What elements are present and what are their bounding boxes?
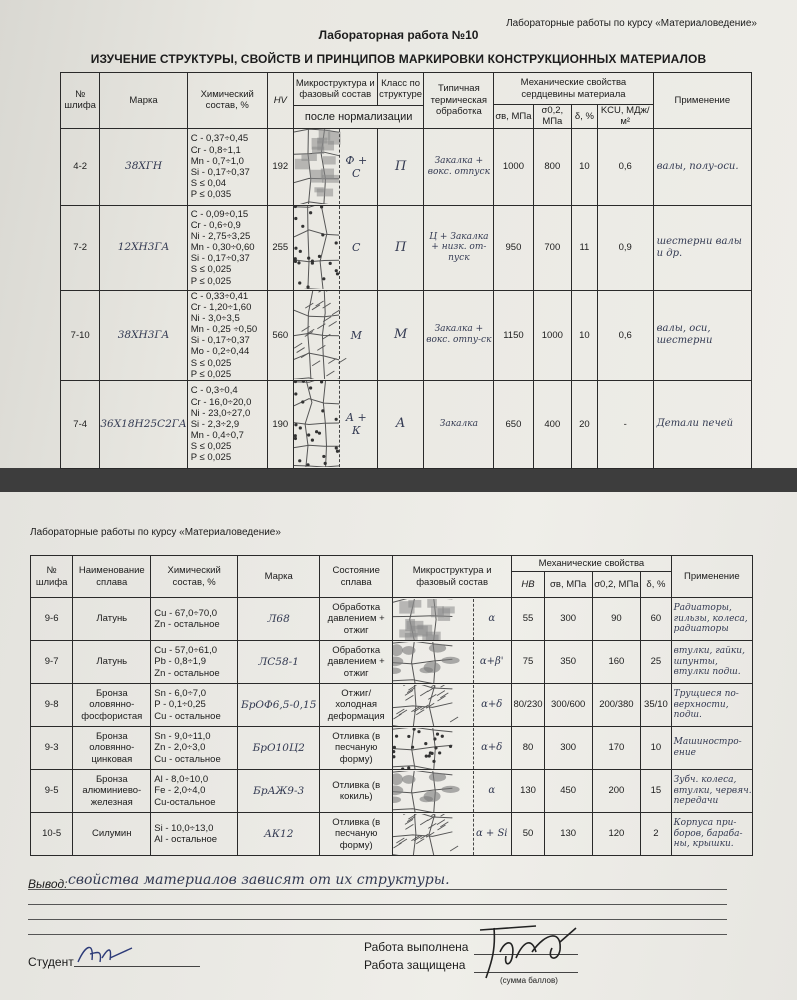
col2-num: № шлифа <box>31 556 73 598</box>
col2-mech-group: Механические свойства <box>512 556 671 572</box>
cell-hb: 75 <box>512 641 545 684</box>
course-header: Лабораторные работы по курсу «Материаловедение» <box>506 18 757 29</box>
cell-sigma-b: 950 <box>494 205 533 290</box>
cell-kcu: 0,9 <box>597 205 653 290</box>
col2-mark: Марка <box>238 556 320 598</box>
table-row <box>31 813 753 856</box>
defended-label: Работа защищена <box>364 958 466 972</box>
phase-label: α + Si <box>473 814 509 855</box>
steel-table <box>60 72 752 469</box>
col-class: Класс по структуре <box>377 73 424 106</box>
col2-micro: Микроструктура и фазовый состав <box>393 556 512 598</box>
col-mark: Марка <box>100 73 187 129</box>
cell-mark: АК12 <box>238 813 320 856</box>
cell-name: Бронза алюминиево-железная <box>73 770 151 813</box>
table-row <box>31 598 753 641</box>
sum-label: (сумма баллов) <box>500 976 558 985</box>
cell-num: 9-7 <box>31 641 73 684</box>
cell-sigma-02: 200/380 <box>592 684 641 727</box>
cell-chem: Cu - 57,0÷61,0 Pb - 0,8÷1,9 Zn - остальное <box>151 641 238 684</box>
microstructure-sketch <box>293 380 377 468</box>
cell-kcu: - <box>597 380 653 468</box>
col2-name: Наименование сплава <box>73 556 151 598</box>
col2-hb: HB <box>512 572 545 598</box>
cell-hv: 560 <box>267 290 293 380</box>
microstructure-sketch <box>393 598 512 641</box>
cell-mark: 38ХГН <box>100 128 187 205</box>
col-micro: Микроструктура и фазовый состав <box>293 73 377 106</box>
cell-sigma-b: 350 <box>544 641 592 684</box>
cell-sigma-02: 200 <box>592 770 641 813</box>
cell-num: 9-5 <box>31 770 73 813</box>
cell-num: 9-6 <box>31 598 73 641</box>
cell-chem: C - 0,09÷0,15 Cr - 0,6÷0,9 Ni - 2,75÷3,25 Mn - 0,30÷0,60 Si - 0,17÷0,37 S ≤ 0,025 P ≤ 0,025 <box>187 205 267 290</box>
microstructure-sketch <box>293 205 377 290</box>
microstructure-sketch <box>393 641 512 684</box>
cell-application: втулки, гайки, шпунты, втулки подш. <box>671 641 752 684</box>
cell-chem: C - 0,33÷0,41 Cr - 1,20÷1,60 Ni - 3,0÷3,5 Mn - 0,25 ÷0,50 Si - 0,17÷0,37 Mo - 0,2÷0,44 S ≤ 0,025 P ≤ 0,025 <box>187 290 267 380</box>
cell-delta: 20 <box>572 380 598 468</box>
cell-heat: Закалка <box>424 380 494 468</box>
cell-sigma-b: 1000 <box>494 128 533 205</box>
table-row <box>31 684 753 727</box>
phase-label: А + К <box>339 381 373 467</box>
table-row <box>61 205 752 290</box>
cell-application: Корпуса при-боров, бараба-ны, крышки. <box>671 813 752 856</box>
cell-state: Отжиг/ холодная деформация <box>320 684 393 727</box>
cell-sigma-b: 650 <box>494 380 533 468</box>
cell-chem: C - 0,3÷0,4 Cr - 16,0÷20,0 Ni - 23,0÷27,0 Si - 2,3÷2,9 Mn - 0,4÷0,7 S ≤ 0,025 P ≤ 0,025 <box>187 380 267 468</box>
col2-application: Применение <box>671 556 752 598</box>
col-sigma-02: σ0,2, МПа <box>533 105 571 129</box>
cell-delta: 10 <box>572 128 598 205</box>
microstructure-sketch <box>393 727 512 770</box>
cell-struct-class: М <box>377 290 424 380</box>
cell-kcu: 0,6 <box>597 290 653 380</box>
cell-num: 7-4 <box>61 380 100 468</box>
col2-delta: δ, % <box>641 572 671 598</box>
cell-hb: 80/230 <box>512 684 545 727</box>
cell-application: валы, полу-оси. <box>653 128 751 205</box>
cell-sigma-02: 160 <box>592 641 641 684</box>
microstructure-sketch <box>393 813 512 856</box>
col-heat: Типичная термическая обработка <box>424 73 494 129</box>
cell-heat: Ц + Закалка + низк. от-пуск <box>424 205 494 290</box>
cell-application: Детали печей <box>653 380 751 468</box>
cell-heat: Закалка + вокс. отпу-ск <box>424 290 494 380</box>
cell-delta: 15 <box>641 770 671 813</box>
cell-sigma-02: 400 <box>533 380 571 468</box>
microstructure-sketch <box>393 684 512 727</box>
cell-application: валы, оси, шестерни <box>653 290 751 380</box>
cell-application: Радиаторы, гильзы, колеса, радиаторы <box>671 598 752 641</box>
cell-struct-class: А <box>377 380 424 468</box>
alloy-table <box>30 555 753 856</box>
cell-hv: 190 <box>267 380 293 468</box>
microstructure-sketch <box>393 770 512 813</box>
col-hv: HV <box>267 73 293 129</box>
cell-mark: ЛС58-1 <box>238 641 320 684</box>
cell-sigma-b: 450 <box>544 770 592 813</box>
cell-sigma-b: 300 <box>544 598 592 641</box>
cell-sigma-02: 170 <box>592 727 641 770</box>
main-title: ИЗУЧЕНИЕ СТРУКТУРЫ, СВОЙСТВ И ПРИНЦИПОВ МАРКИРОВКИ КОНСТРУКЦИОННЫХ МАТЕРИАЛОВ <box>90 52 707 66</box>
table-row <box>31 770 753 813</box>
student-signature <box>76 940 136 968</box>
sheet-page-1 <box>0 0 797 468</box>
table-row <box>31 641 753 684</box>
cell-state: Отливка (в песчаную форму) <box>320 727 393 770</box>
cell-sigma-02: 800 <box>533 128 571 205</box>
cell-delta: 10 <box>641 727 671 770</box>
col-sigma-b: σв, МПа <box>494 105 533 129</box>
cell-mark: БрОФ6,5-0,15 <box>238 684 320 727</box>
cell-chem: Cu - 67,0÷70,0 Zn - остальное <box>151 598 238 641</box>
phase-label: М <box>339 291 373 379</box>
after-normalization: после нормализации <box>293 106 424 128</box>
col-delta: δ, % <box>572 105 598 129</box>
conclusion-text: свойства материалов зависят от их структуры. <box>68 872 450 888</box>
cell-name: Бронза оловянно-цинковая <box>73 727 151 770</box>
cell-chem: Si - 10,0÷13,0 Al - остальное <box>151 813 238 856</box>
teacher-signature <box>476 922 586 982</box>
cell-chem: Al - 8,0÷10,0 Fe - 2,0÷4,0 Cu-остальное <box>151 770 238 813</box>
col2-sigma-02: σ0,2, МПа <box>592 572 641 598</box>
cell-sigma-02: 1000 <box>533 290 571 380</box>
cell-state: Отливка (в песчаную форму) <box>320 813 393 856</box>
course-header-2: Лабораторные работы по курсу «Материаловедение» <box>30 527 281 538</box>
col2-state: Состояние сплава <box>320 556 393 598</box>
cell-heat: Закалка + вокс. отпуск <box>424 128 494 205</box>
cell-sigma-02: 700 <box>533 205 571 290</box>
col2-chem: Химический состав, % <box>151 556 238 598</box>
table-row <box>31 727 753 770</box>
col-kcu: KCU, МДж/м² <box>597 105 653 129</box>
cell-delta: 11 <box>572 205 598 290</box>
cell-chem: Sn - 9,0÷11,0 Zn - 2,0÷3,0 Cu - остальное <box>151 727 238 770</box>
cell-mark: 12ХН3ГА <box>100 205 187 290</box>
cell-name: Латунь <box>73 598 151 641</box>
col-num: № шлифа <box>61 73 100 129</box>
lab-title: Лабораторная работа №10 <box>318 28 479 42</box>
cell-hb: 130 <box>512 770 545 813</box>
done-label: Работа выполнена <box>364 940 469 954</box>
cell-mark: 36Х18Н25С2ГА <box>100 380 187 468</box>
cell-hv: 192 <box>267 128 293 205</box>
cell-state: Обработка давлением + отжиг <box>320 641 393 684</box>
table-row <box>61 290 752 380</box>
cell-application: Трущиеся по-верхности, подш. <box>671 684 752 727</box>
conclusion-lines <box>28 875 727 935</box>
phase-label: α+δ <box>473 728 509 769</box>
cell-application: Машиностро-ение <box>671 727 752 770</box>
cell-kcu: 0,6 <box>597 128 653 205</box>
col2-sigma-b: σв, МПа <box>544 572 592 598</box>
cell-delta: 60 <box>641 598 671 641</box>
cell-mark: БрО10Ц2 <box>238 727 320 770</box>
cell-mark: 38ХН3ГА <box>100 290 187 380</box>
cell-chem: Sn - 6,0÷7,0 P - 0,1÷0,25 Cu - остальное <box>151 684 238 727</box>
cell-sigma-b: 130 <box>544 813 592 856</box>
cell-name: Бронза оловянно-фосфористая <box>73 684 151 727</box>
cell-num: 7-10 <box>61 290 100 380</box>
cell-delta: 25 <box>641 641 671 684</box>
cell-mark: БрАЖ9-3 <box>238 770 320 813</box>
cell-delta: 2 <box>641 813 671 856</box>
cell-application: шестерни валы и др. <box>653 205 751 290</box>
microstructure-sketch <box>293 128 377 205</box>
cell-sigma-b: 1150 <box>494 290 533 380</box>
phase-label: α+δ <box>473 685 509 726</box>
microstructure-sketch <box>293 290 377 380</box>
phase-label: α <box>473 771 509 812</box>
cell-hb: 50 <box>512 813 545 856</box>
table-row <box>61 128 752 205</box>
cell-num: 4-2 <box>61 128 100 205</box>
cell-hb: 55 <box>512 598 545 641</box>
sheet-page-2 <box>0 492 797 1000</box>
cell-num: 9-3 <box>31 727 73 770</box>
cell-hb: 80 <box>512 727 545 770</box>
cell-name: Силумин <box>73 813 151 856</box>
cell-num: 10-5 <box>31 813 73 856</box>
col-application: Применение <box>653 73 751 129</box>
cell-struct-class: П <box>377 128 424 205</box>
phase-label: α <box>473 599 509 640</box>
cell-sigma-02: 90 <box>592 598 641 641</box>
cell-sigma-b: 300 <box>544 727 592 770</box>
cell-sigma-b: 300/600 <box>544 684 592 727</box>
cell-chem: C - 0,37÷0,45 Cr - 0,8÷1,1 Mn - 0,7÷1,0 Si - 0,17÷0,37 S ≤ 0,04 P ≤ 0,035 <box>187 128 267 205</box>
cell-name: Латунь <box>73 641 151 684</box>
conclusion-label: Вывод: <box>28 877 68 891</box>
cell-mark: Л68 <box>238 598 320 641</box>
phase-label: α+β' <box>473 642 509 683</box>
cell-delta: 35/10 <box>641 684 671 727</box>
cell-num: 9-8 <box>31 684 73 727</box>
cell-state: Обработка давлением + отжиг <box>320 598 393 641</box>
cell-delta: 10 <box>572 290 598 380</box>
col-chem: Химический состав, % <box>187 73 267 129</box>
cell-application: Зубч. колеса, втулки, червяч. передачи <box>671 770 752 813</box>
col-mech-group: Механические свойства сердцевины материала <box>494 73 653 105</box>
cell-sigma-02: 120 <box>592 813 641 856</box>
table-row <box>61 380 752 468</box>
cell-state: Отливка (в кокиль) <box>320 770 393 813</box>
phase-label: С <box>339 206 373 289</box>
cell-num: 7-2 <box>61 205 100 290</box>
student-label: Студент <box>28 955 74 969</box>
cell-struct-class: П <box>377 205 424 290</box>
cell-hv: 255 <box>267 205 293 290</box>
phase-label: Ф + С <box>339 129 373 204</box>
